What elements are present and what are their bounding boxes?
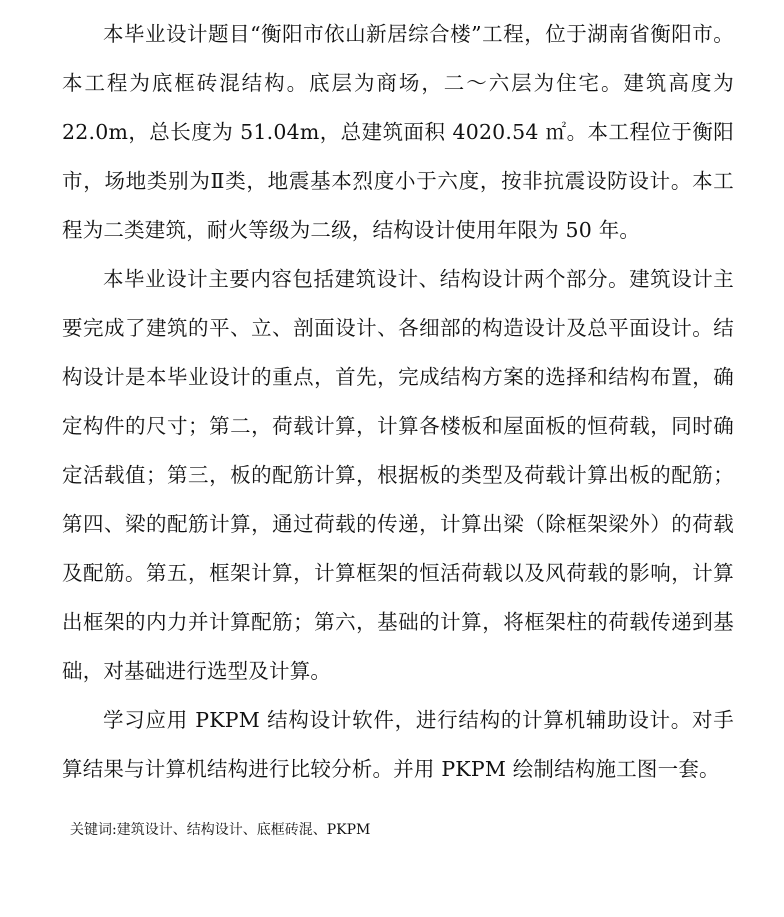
paragraph-pkpm-software: 学习应用 PKPM 结构设计软件，进行结构的计算机辅助设计。对手算结果与计算机结构进行比较分析。并用 PKPM 绘制结构施工图一套。 bbox=[62, 708, 734, 781]
document-body bbox=[62, 10, 734, 794]
paragraph-design-content: 本毕业设计主要内容包括建筑设计、结构设计两个部分。建筑设计主要完成了建筑的平、立、剖面设计、各细部的构造设计及总平面设计。结构设计是本毕业设计的重点，首先，完成结构方案的选择和结构布置，确定构件的尺寸；第二，荷载计算，计算各楼板和屋面板的恒荷载，同时确定活载值；第三，板的配筋计算，根据板的类型及荷载计算出板的配筋；第四、梁的配筋计算，通过荷载的传递，计算出梁（除框架梁外）的荷载及配筋。第五，框架计算，计算框架的恒活荷载以及风荷载的影响，计算出框架的内力并计算配筋；第六，基础的计算，将框架柱的荷载传递到基础，对基础进行选型及计算。 bbox=[62, 267, 734, 683]
paragraph-project-overview: 本毕业设计题目“衡阳市依山新居综合楼”工程，位于湖南省衡阳市。本工程为底框砖混结构。底层为商场，二～六层为住宅。建筑高度为 22.0m，总长度为 51.04m，总建筑面积 4020.54 ㎡。本工程位于衡阳市，场地类别为Ⅱ类，地震基本烈度小于六度，按非抗震设防设计。本工程为二类建筑，耐火等级为二级，结构设计使用年限为 50 年。 bbox=[62, 22, 734, 242]
keywords-line: 关键词:建筑设计、结构设计、底框砖混、PKPM bbox=[70, 822, 371, 838]
